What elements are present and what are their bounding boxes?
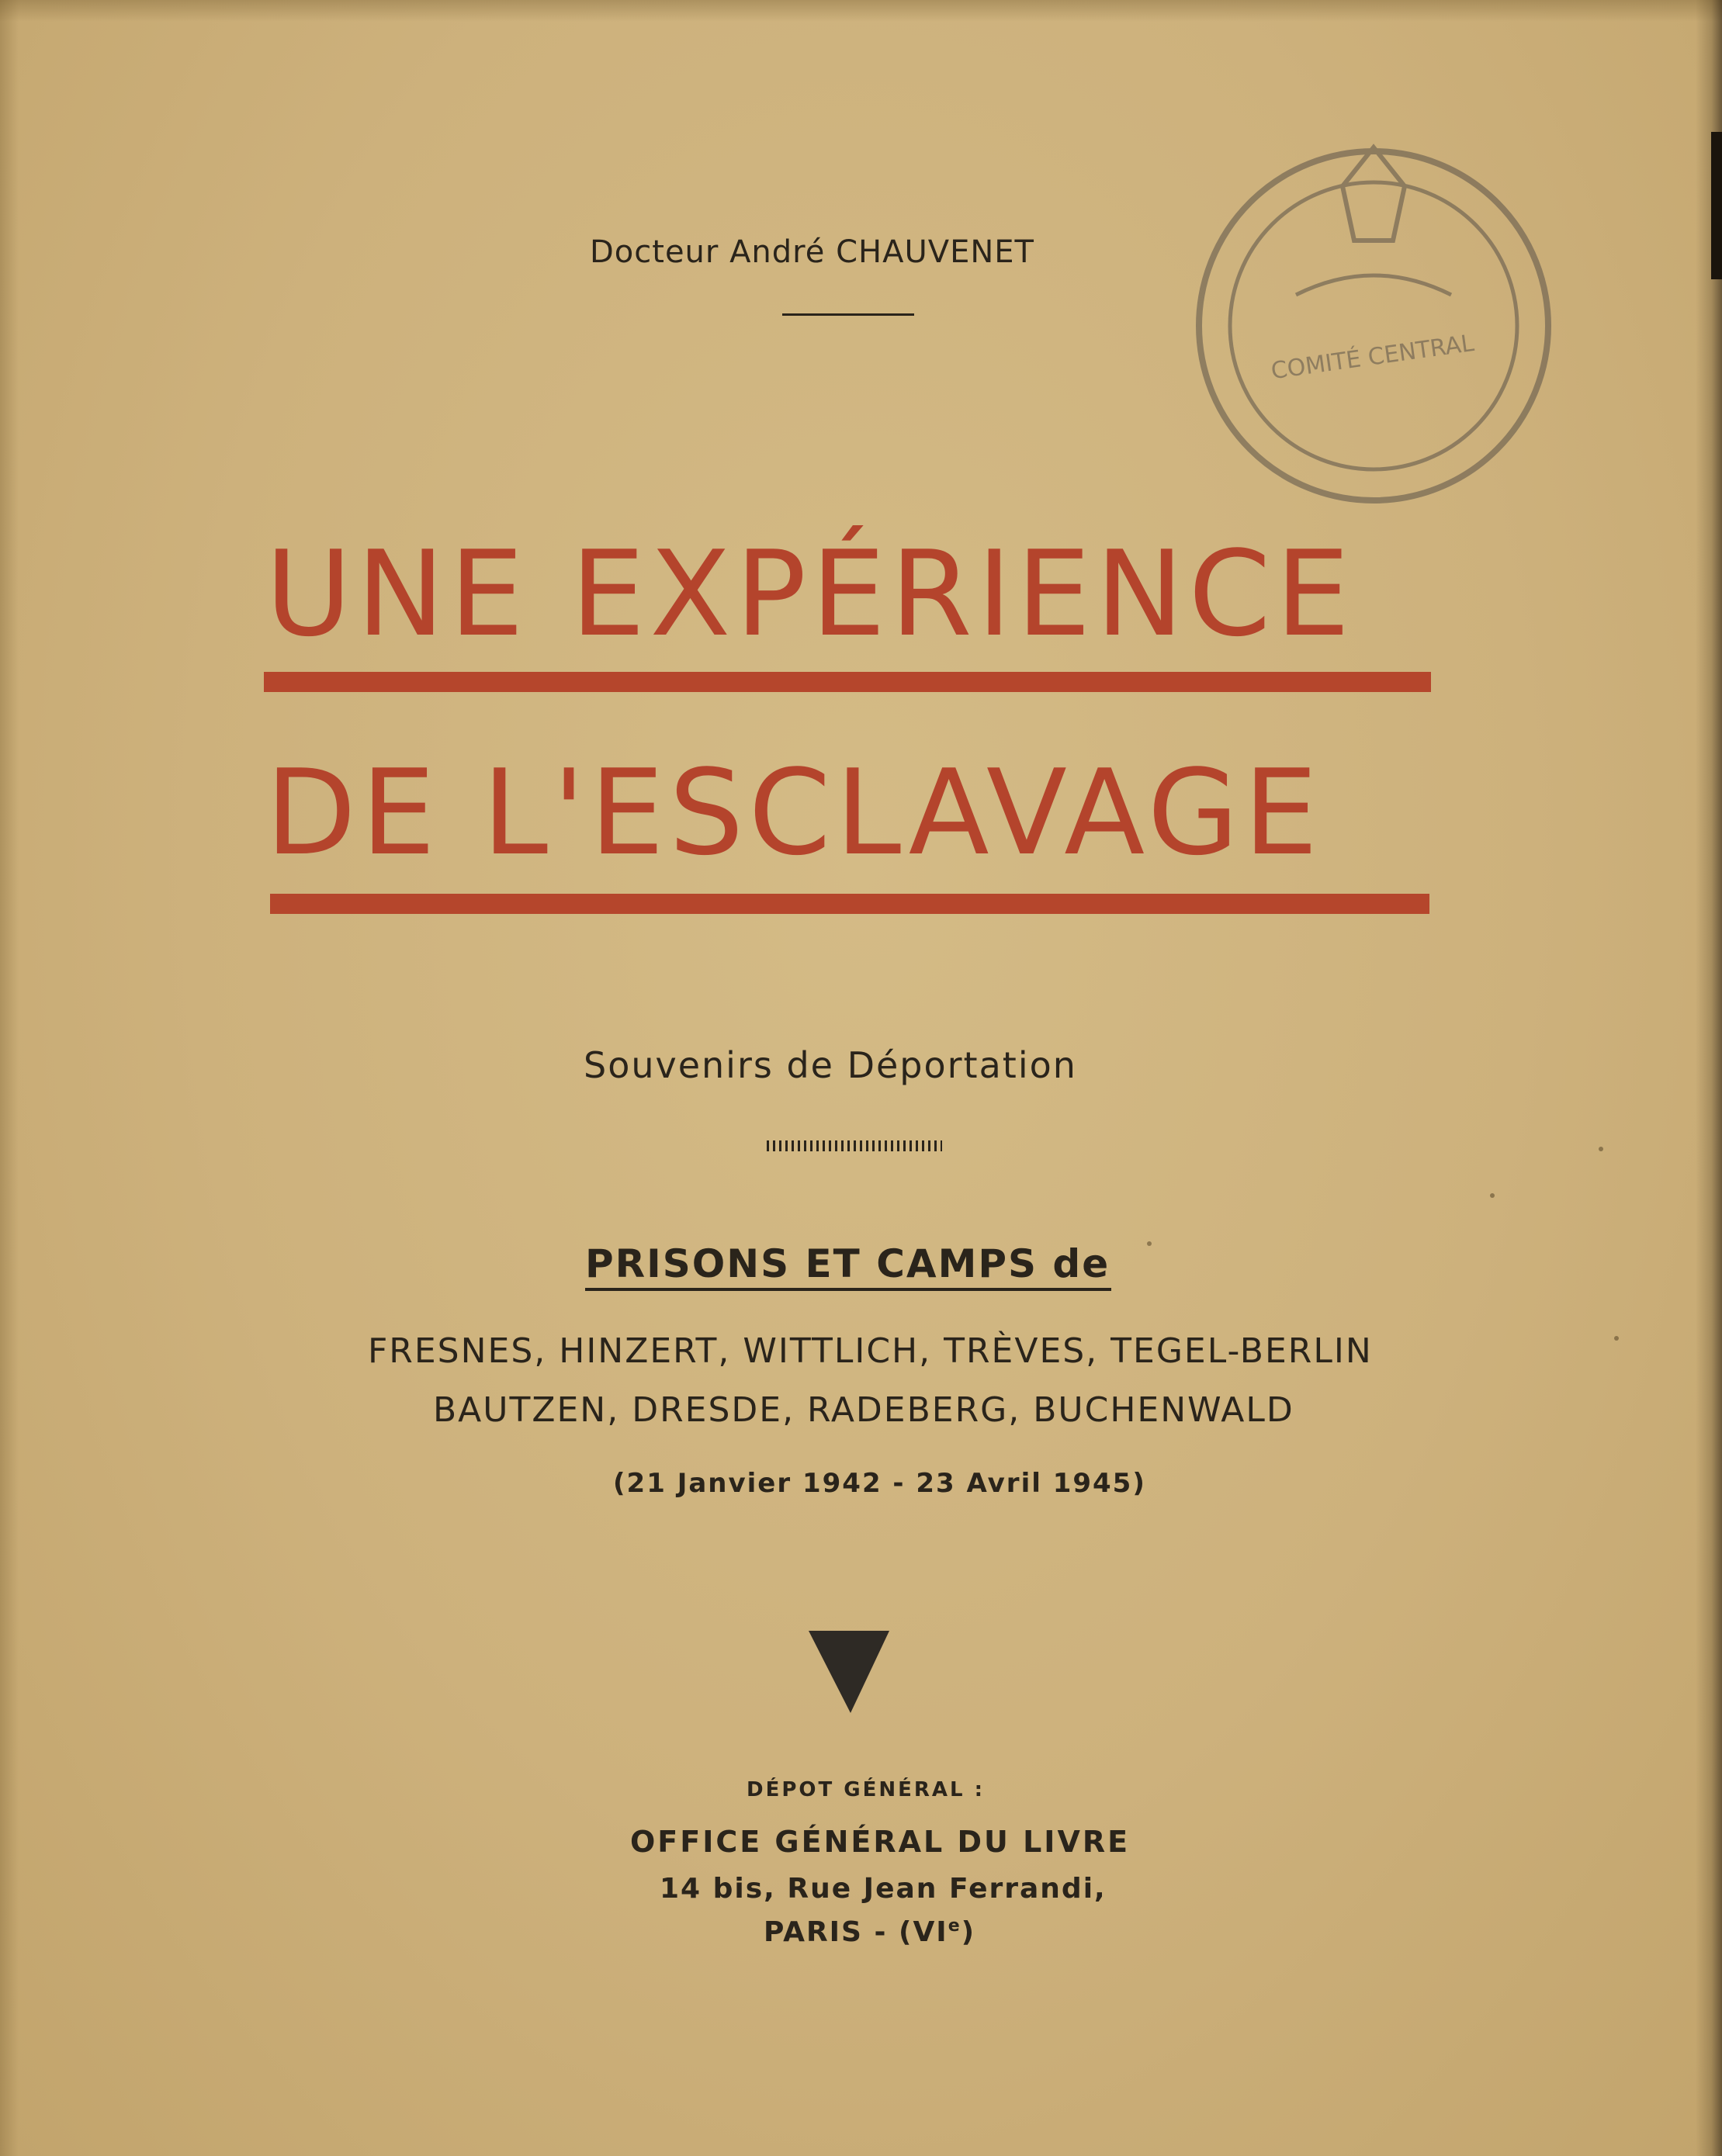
dotted-divider xyxy=(767,1140,942,1151)
publisher-address: 14 bis, Rue Jean Ferrandi, xyxy=(660,1873,1107,1905)
subtitle: Souvenirs de Déportation xyxy=(584,1044,1077,1086)
title-line-2: DE L'ESCLAVAGE xyxy=(265,744,1323,881)
paper-edge-left xyxy=(0,0,19,2156)
title-line-1: UNE EXPÉRIENCE xyxy=(265,525,1355,663)
publisher-name: OFFICE GÉNÉRAL DU LIVRE xyxy=(630,1825,1131,1859)
city-superscript: e xyxy=(948,1916,961,1936)
city-name: PARIS - (VI xyxy=(764,1916,948,1948)
title-underline-2 xyxy=(270,894,1429,914)
paper-speck xyxy=(1490,1193,1495,1198)
stamp-text: COMITÉ CENTRAL xyxy=(1269,329,1476,386)
paper-edge-right xyxy=(1696,0,1722,2156)
date-range: (21 Janvier 1942 - 23 Avril 1945) xyxy=(613,1468,1146,1499)
prisons-heading-underline xyxy=(585,1288,1111,1291)
publisher-city xyxy=(764,1916,975,1948)
city-close: ) xyxy=(961,1916,976,1948)
background-notch xyxy=(1711,132,1722,279)
paper-speck xyxy=(1147,1241,1152,1246)
inverted-triangle-icon xyxy=(807,1628,891,1715)
paper-speck xyxy=(1614,1336,1619,1341)
title-underline-1 xyxy=(264,672,1431,692)
places-line-1: FRESNES, HINZERT, WITTLICH, TRÈVES, TEGEL-BERLIN xyxy=(368,1331,1373,1371)
author-name: Docteur André CHAUVENET xyxy=(590,234,1034,270)
places-line-2: BAUTZEN, DRESDE, RADEBERG, BUCHENWALD xyxy=(433,1390,1294,1430)
depot-label: DÉPOT GÉNÉRAL : xyxy=(747,1778,986,1801)
seal-stamp-icon xyxy=(1180,132,1568,520)
paper-speck xyxy=(1599,1147,1603,1151)
prisons-heading: PRISONS ET CAMPS de xyxy=(585,1241,1110,1286)
author-divider xyxy=(782,313,914,316)
paper-edge-top xyxy=(0,0,1722,22)
